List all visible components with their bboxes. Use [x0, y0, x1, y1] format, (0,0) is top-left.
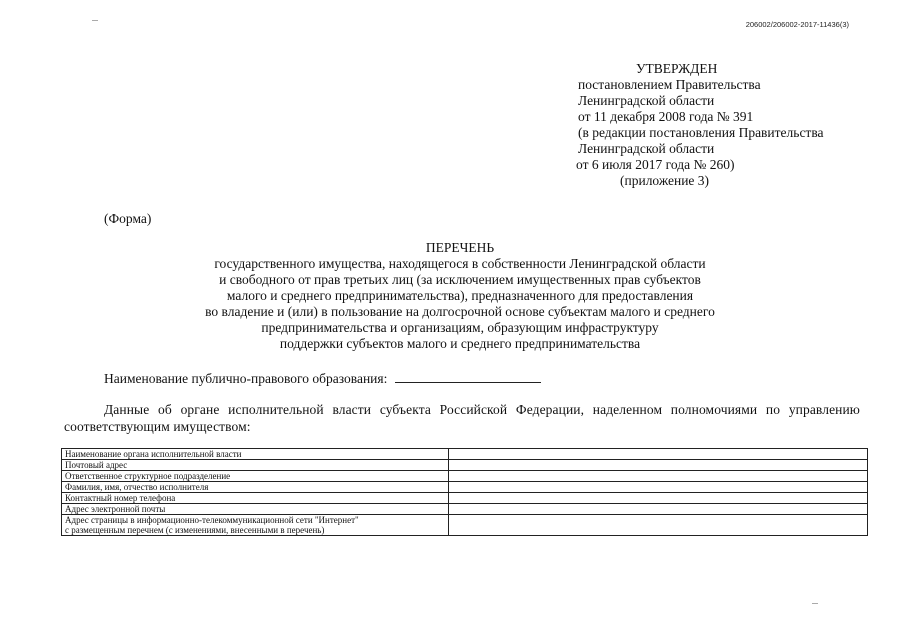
table-row [62, 471, 868, 482]
scan-mark [92, 20, 98, 21]
form-label: (Форма) [104, 211, 152, 226]
document-title-block [140, 240, 780, 352]
entity-name-row [104, 370, 541, 387]
table-row-label: Наименование органа исполнительной власти [62, 449, 449, 460]
document-heading: ПЕРЕЧЕНЬ [425, 240, 495, 255]
approval-annex: (приложение 3) [620, 173, 710, 188]
table-row [62, 482, 868, 493]
table-row-label: Адрес электронной почты [62, 504, 449, 515]
table-row-value[interactable] [449, 515, 868, 536]
table-row [62, 493, 868, 504]
approval-line: постановлением Правительства [578, 77, 761, 92]
document-id: 206002/206002-2017-11436(3) [745, 20, 849, 29]
table-row-value[interactable] [449, 449, 868, 460]
table-row-label [62, 515, 449, 536]
table-row-value[interactable] [449, 504, 868, 515]
approval-line: от 11 декабря 2008 года № 391 [578, 109, 754, 124]
table-row-label: Контактный номер телефона [62, 493, 449, 504]
approval-block [578, 61, 878, 189]
table-row-label: Ответственное структурное подразделение [62, 471, 449, 482]
table-row-label: Почтовый адрес [62, 460, 449, 471]
table-row-value[interactable] [449, 493, 868, 504]
title-line: поддержки субъектов малого и среднего предпринимательства [279, 336, 641, 351]
entity-name-blank-field[interactable] [395, 370, 541, 383]
title-line: во владение и (или) в пользование на долгосрочной основе субъектам малого и среднего [205, 304, 715, 319]
table-row-label: Фамилия, имя, отчество исполнителя [62, 482, 449, 493]
approval-line: Ленинградской области [578, 141, 715, 156]
approval-line: (в редакции постановления Правительства [578, 125, 824, 140]
table-row-value[interactable] [449, 471, 868, 482]
title-line: и свободного от прав третьих лиц (за исключением имущественных прав субъектов [219, 272, 701, 287]
approval-line: Ленинградской области [578, 93, 715, 108]
scan-mark [812, 603, 818, 604]
table-row-value[interactable] [449, 482, 868, 493]
entity-name-label: Наименование публично-правового образования: [104, 371, 388, 386]
title-line: государственного имущества, находящегося в собственности Ленинградской области [214, 256, 706, 271]
table-row [62, 449, 868, 460]
authority-info-table [61, 448, 868, 536]
table-row-value[interactable] [449, 460, 868, 471]
approval-line: от 6 июля 2017 года № 260) [576, 157, 735, 172]
authority-data-paragraph: Данные об органе исполнительной власти субъекта Российской Федерации, наделенном полномочиями по управлению соответствующим имуществом: [64, 402, 860, 434]
title-line: предпринимательства и организациям, образующим инфраструктуру [261, 320, 659, 335]
table-row [62, 460, 868, 471]
table-row-label-line: с размещенным перечнем (с изменениями, внесенными в перечень) [65, 525, 325, 535]
title-line: малого и среднего предпринимательства), предназначенного для предоставления [226, 288, 694, 303]
table-row [62, 504, 868, 515]
table-row [62, 515, 868, 536]
approval-title: УТВЕРЖДЕН [636, 61, 718, 76]
table-row-label-line: Адрес страницы в информационно-телекоммуникационной сети "Интернет" [65, 515, 359, 525]
